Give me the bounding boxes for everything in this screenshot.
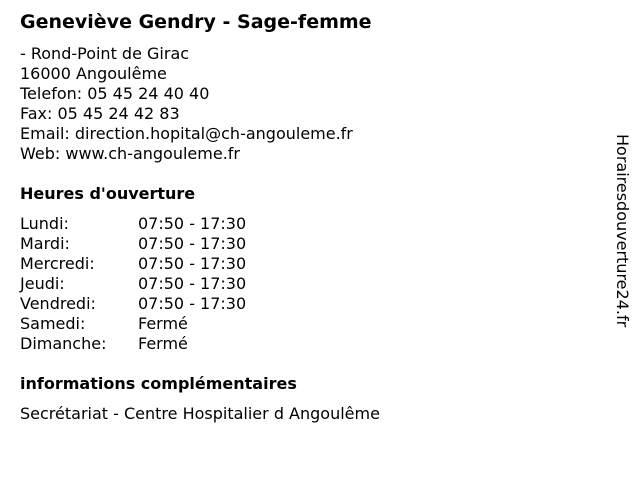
time-value: Fermé <box>138 314 188 333</box>
day-label: Samedi: <box>20 314 86 333</box>
additional-info-text: Secrétariat - Centre Hospitalier d Angoulême <box>20 404 380 423</box>
time-value: 07:50 - 17:30 <box>138 294 247 313</box>
time-value: 07:50 - 17:30 <box>138 234 247 253</box>
day-label: Lundi: <box>20 214 69 233</box>
time-value: 07:50 - 17:30 <box>138 254 247 273</box>
website-address: Web: www.ch-angouleme.fr <box>20 144 240 163</box>
day-label: Dimanche: <box>20 334 107 353</box>
time-value: 07:50 - 17:30 <box>138 274 247 293</box>
fax-number: Fax: 05 45 24 42 83 <box>20 104 180 123</box>
address-city: 16000 Angoulême <box>20 64 167 83</box>
address-street: - Rond-Point de Girac <box>20 44 190 63</box>
opening-hours-heading: Heures d'ouverture <box>20 184 196 203</box>
day-label: Mardi: <box>20 234 70 253</box>
time-value: 07:50 - 17:30 <box>138 214 247 233</box>
site-watermark: Horairesdouverture24.fr <box>613 134 632 328</box>
contact-block <box>20 44 353 164</box>
time-value: Fermé <box>138 334 188 353</box>
page-title: Geneviève Gendry - Sage-femme <box>20 11 372 33</box>
day-label: Vendredi: <box>20 294 96 313</box>
day-label: Mercredi: <box>20 254 95 273</box>
additional-info-heading: informations complémentaires <box>20 374 297 393</box>
email-address: Email: direction.hopital@ch-angouleme.fr <box>20 124 353 143</box>
phone-number: Telefon: 05 45 24 40 40 <box>20 84 210 103</box>
day-label: Jeudi: <box>20 274 65 293</box>
